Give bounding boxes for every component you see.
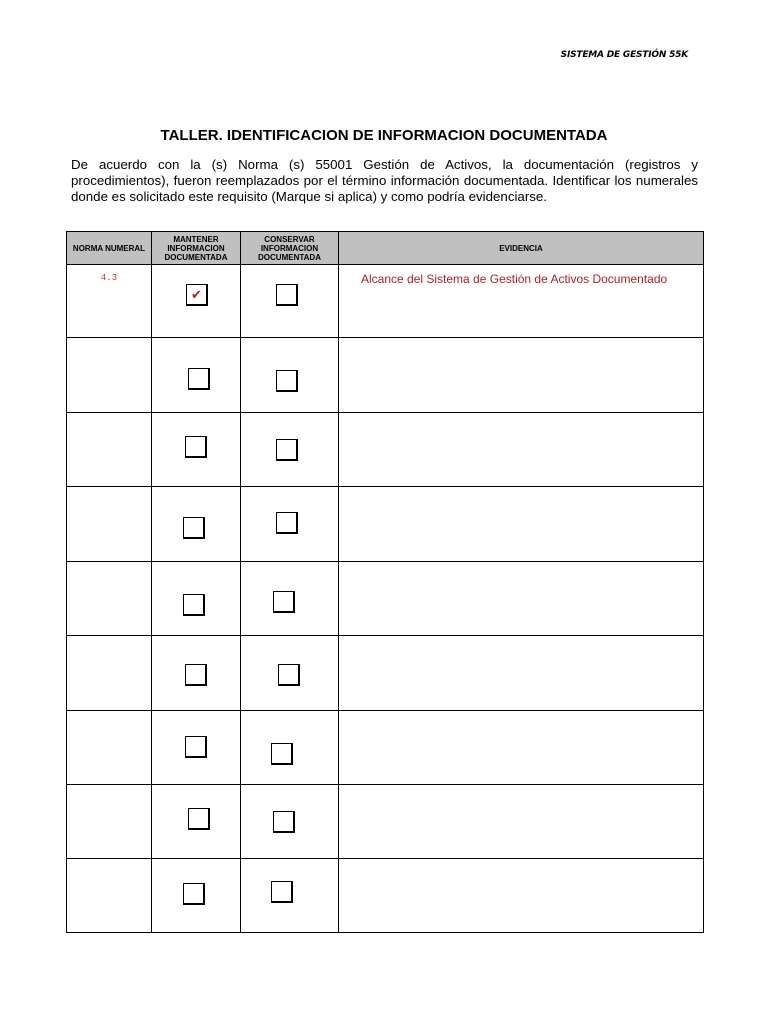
conservar-cell bbox=[241, 562, 339, 636]
evidencia-cell[interactable] bbox=[339, 711, 704, 785]
conservar-cell bbox=[241, 487, 339, 562]
mantener-checkbox[interactable] bbox=[188, 368, 210, 390]
evidencia-cell[interactable] bbox=[339, 265, 704, 338]
mantener-cell bbox=[152, 265, 241, 338]
table-row bbox=[67, 711, 704, 785]
conservar-checkbox[interactable] bbox=[271, 881, 293, 903]
norma-cell[interactable] bbox=[67, 413, 152, 487]
mantener-checkbox[interactable] bbox=[188, 808, 210, 830]
header-mantener: MANTENER INFORMACION DOCUMENTADA bbox=[152, 232, 241, 265]
evidencia-cell[interactable] bbox=[339, 785, 704, 859]
table-row bbox=[67, 413, 704, 487]
mantener-cell bbox=[152, 711, 241, 785]
mantener-cell bbox=[152, 338, 241, 413]
intro-paragraph: De acuerdo con la (s) Norma (s) 55001 Gestión de Activos, la documentación (registros y procedimientos), fueron reemplazados por el término información documentada. Identificar los numerales donde es solicitado este requisito (Marque si aplica) y como podría evidenciarse. bbox=[71, 157, 698, 204]
table-row bbox=[67, 562, 704, 636]
conservar-checkbox[interactable] bbox=[276, 439, 298, 461]
page-title: TALLER. IDENTIFICACION DE INFORMACION DOCUMENTADA bbox=[160, 127, 608, 144]
mantener-checkbox[interactable] bbox=[185, 664, 207, 686]
header-norma-numeral: NORMA NUMERAL bbox=[67, 232, 152, 265]
conservar-cell bbox=[241, 413, 339, 487]
conservar-cell bbox=[241, 785, 339, 859]
conservar-checkbox[interactable] bbox=[271, 743, 293, 765]
evidencia-cell[interactable] bbox=[339, 636, 704, 711]
mantener-cell bbox=[152, 562, 241, 636]
mantener-cell bbox=[152, 413, 241, 487]
evidencia-cell[interactable] bbox=[339, 562, 704, 636]
table-header-row bbox=[67, 232, 704, 265]
conservar-cell bbox=[241, 859, 339, 933]
evidencia-cell[interactable] bbox=[339, 487, 704, 562]
header-evidencia: EVIDENCIA bbox=[339, 232, 704, 265]
table-row bbox=[67, 487, 704, 562]
table-row bbox=[67, 265, 704, 338]
conservar-cell bbox=[241, 265, 339, 338]
mantener-checkbox[interactable] bbox=[185, 736, 207, 758]
table-row bbox=[67, 636, 704, 711]
evidencia-cell[interactable] bbox=[339, 413, 704, 487]
table-row bbox=[67, 338, 704, 413]
evidencia-cell[interactable] bbox=[339, 859, 704, 933]
norma-cell[interactable] bbox=[67, 711, 152, 785]
norma-cell[interactable] bbox=[67, 785, 152, 859]
norma-cell[interactable] bbox=[67, 487, 152, 562]
norma-cell[interactable] bbox=[67, 636, 152, 711]
norma-cell[interactable] bbox=[67, 338, 152, 413]
mantener-checkbox[interactable] bbox=[183, 883, 205, 905]
mantener-cell bbox=[152, 859, 241, 933]
mantener-cell bbox=[152, 487, 241, 562]
table-row bbox=[67, 785, 704, 859]
header-conservar: CONSERVAR INFORMACION DOCUMENTADA bbox=[241, 232, 339, 265]
norma-value: 4.3 bbox=[100, 273, 118, 283]
mantener-checkbox[interactable] bbox=[183, 594, 205, 616]
norma-cell[interactable] bbox=[67, 859, 152, 933]
conservar-cell bbox=[241, 636, 339, 711]
conservar-checkbox[interactable] bbox=[276, 370, 298, 392]
evidencia-text: Alcance del Sistema de Gestión de Activos Documentado bbox=[361, 272, 668, 286]
conservar-cell bbox=[241, 711, 339, 785]
evidencia-cell[interactable] bbox=[339, 338, 704, 413]
norma-cell[interactable] bbox=[67, 562, 152, 636]
norma-cell[interactable] bbox=[67, 265, 152, 338]
conservar-cell bbox=[241, 338, 339, 413]
conservar-checkbox[interactable] bbox=[276, 284, 298, 306]
conservar-checkbox[interactable] bbox=[273, 811, 295, 833]
mantener-checkbox[interactable] bbox=[185, 436, 207, 458]
mantener-cell bbox=[152, 785, 241, 859]
conservar-checkbox[interactable] bbox=[273, 591, 295, 613]
documented-info-table bbox=[66, 231, 704, 933]
mantener-checkbox[interactable]: ✔ bbox=[186, 284, 208, 306]
table-row bbox=[67, 859, 704, 933]
mantener-checkbox[interactable] bbox=[183, 517, 205, 539]
mantener-cell bbox=[152, 636, 241, 711]
conservar-checkbox[interactable] bbox=[278, 664, 300, 686]
header-brand: SISTEMA DE GESTIÓN 55K bbox=[560, 50, 688, 60]
conservar-checkbox[interactable] bbox=[276, 512, 298, 534]
